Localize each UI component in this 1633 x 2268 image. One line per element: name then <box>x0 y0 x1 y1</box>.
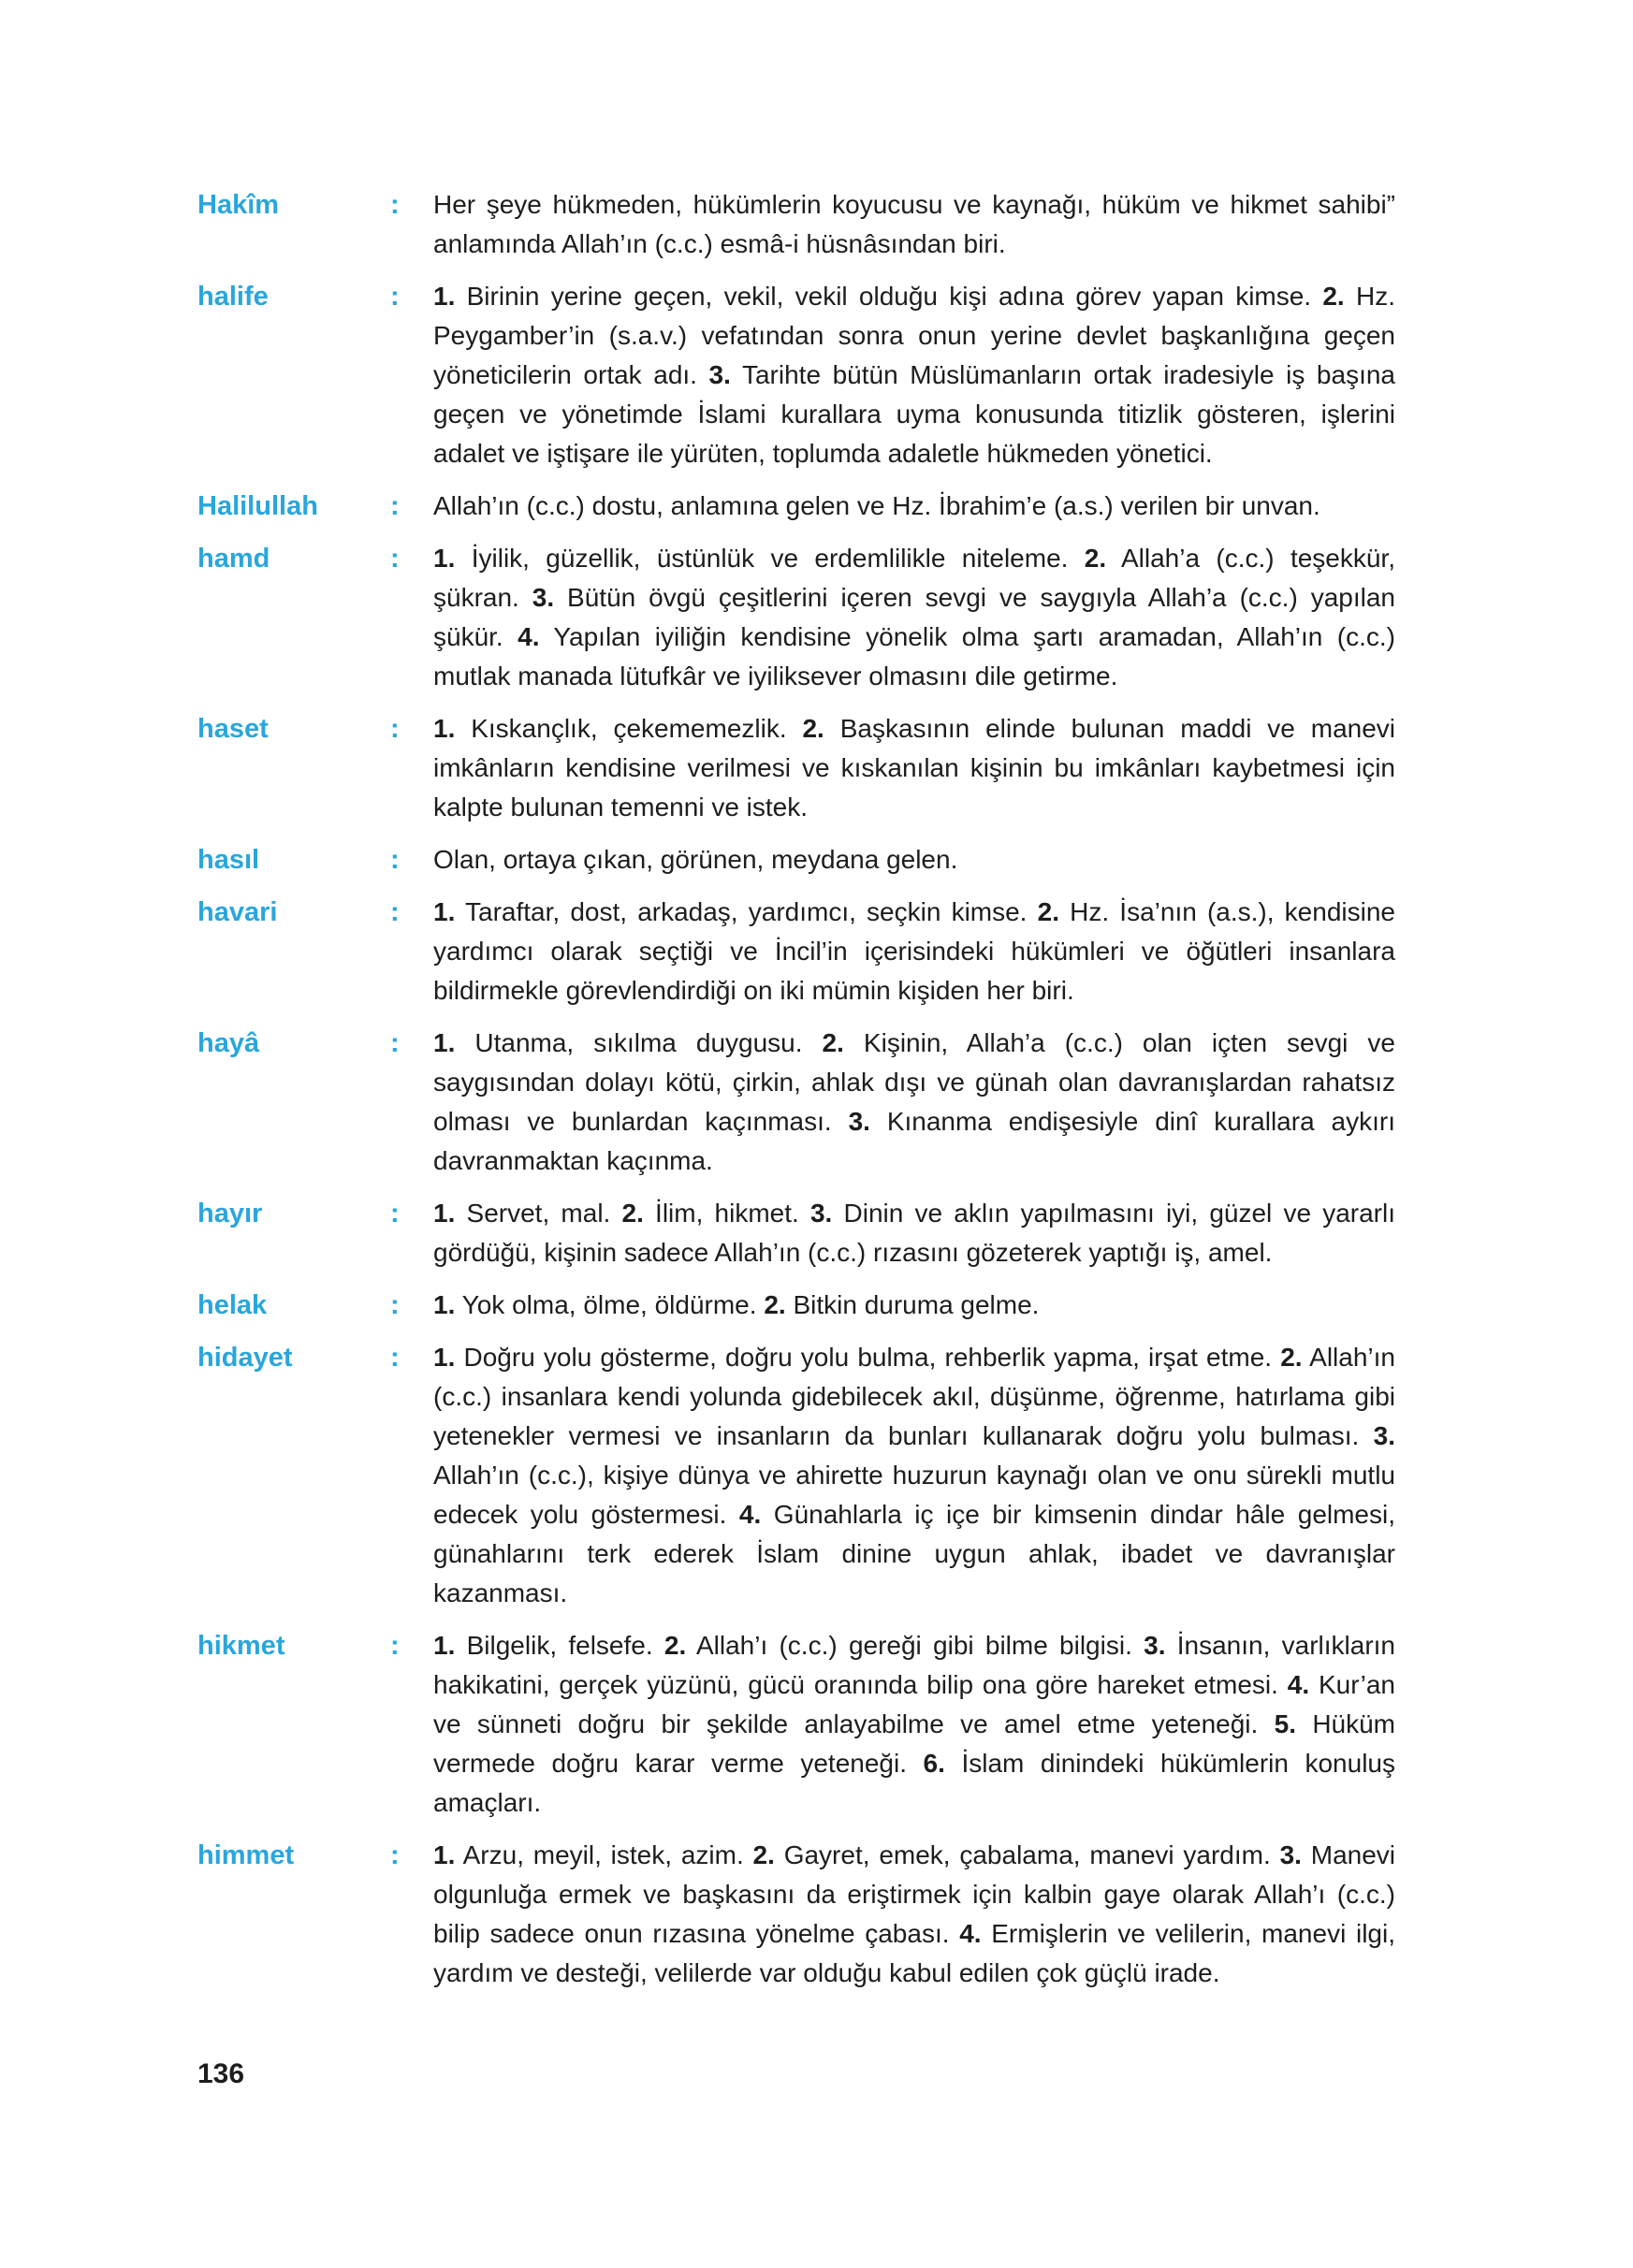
definition-text: Hz. Peygamber’in (s.a.v.) vefatından sonra onun yerine devlet başkanlığına geçen yöneticilerin ortak adı. <box>433 282 1395 389</box>
definition-number: 3. <box>809 1199 833 1228</box>
definition-number: 2. <box>764 1290 786 1319</box>
definition-number: 2. <box>1322 282 1345 311</box>
glossary-entry <box>197 1194 1395 1272</box>
definition-text: Kınanma endişesiyle dinî kurallara aykırı davranmaktan kaçınma. <box>433 1107 1396 1175</box>
term-separator: : <box>390 714 400 744</box>
term-separator: : <box>390 897 400 927</box>
definition-number: 2. <box>752 1840 775 1869</box>
glossary-term: helak <box>197 1290 268 1320</box>
glossary-entry <box>197 1286 1395 1325</box>
definition-text: Her şeye hükmeden, hükümlerin koyucusu ve kaynağı, hüküm ve hikmet sahibi” anlamında Allah’ın (c.c.) esmâ-i hüsnâsından biri. <box>433 190 1395 258</box>
term-separator: : <box>390 282 400 312</box>
glossary-definition <box>433 893 1395 1010</box>
glossary-definition <box>433 1626 1395 1823</box>
definition-text: Allah’ın (c.c.) dostu, anlamına gelen ve Hz. İbrahim’e (a.s.) verilen bir unvan. <box>433 491 1320 520</box>
definition-text: Kıskançlık, çekememezlik. <box>455 714 803 743</box>
term-separator: : <box>390 190 400 220</box>
glossary-list <box>197 185 1395 2006</box>
definition-number: 1. <box>433 1343 456 1372</box>
glossary-term: halife <box>197 282 269 312</box>
definition-number: 1. <box>433 1199 456 1228</box>
glossary-term: hidayet <box>197 1343 293 1373</box>
definition-text: Ermişlerin ve velilerin, manevi ilgi, yardım ve desteği, velilerde var olduğu kabul edilen çok güçlü irade. <box>433 1919 1395 1987</box>
definition-text: Hz. İsa’nın (a.s.), kendisine yardımcı olarak seçtiği ve İncil’in içerisindeki hükümleri ve öğütleri insanlara bildirmekle görevlendirdiği on iki mümin kişiden her biri. <box>433 897 1395 1005</box>
definition-text: Arzu, meyil, istek, azim. <box>455 1840 753 1869</box>
glossary-term: haset <box>197 714 269 744</box>
term-separator: : <box>390 845 400 875</box>
glossary-entry <box>197 840 1395 880</box>
definition-text: Bilgelik, felsefe. <box>455 1631 664 1660</box>
glossary-term: Hakîm <box>197 190 280 220</box>
term-separator: : <box>390 1343 400 1373</box>
glossary-term: hayâ <box>197 1028 260 1058</box>
definition-number: 3. <box>708 360 731 389</box>
glossary-entry <box>197 1626 1395 1823</box>
definition-text: Kişinin, Allah’a (c.c.) olan içten sevgi ve saygısından dolayı kötü, çirkin, ahlak dışı ve günah olan davranışlardan rahatsız olması ve bunlardan kaçınması. <box>433 1028 1395 1136</box>
glossary-term: hayır <box>197 1199 263 1228</box>
definition-number: 1. <box>433 897 456 926</box>
definition-number: 1. <box>433 544 456 573</box>
glossary-definition <box>433 185 1395 264</box>
definition-number: 4. <box>518 622 540 651</box>
glossary-term: Halilullah <box>197 491 318 521</box>
glossary-term: hikmet <box>197 1631 285 1661</box>
definition-number: 4. <box>738 1500 762 1529</box>
glossary-term: hasıl <box>197 845 260 875</box>
definition-text: Allah’ı (c.c.) gereği gibi bilme bilgisi. <box>686 1631 1145 1660</box>
definition-text: Doğru yolu gösterme, doğru yolu bulma, rehberlik yapma, irşat etme. <box>455 1343 1281 1372</box>
term-separator: : <box>390 544 400 574</box>
glossary-term: havari <box>197 897 278 927</box>
definition-text: İslam dinindeki hükümlerin konuluş amaçları. <box>433 1749 1395 1817</box>
definition-number: 1. <box>433 1631 456 1660</box>
definition-number: 6. <box>923 1749 945 1778</box>
definition-text: Tarihte bütün Müslümanların ortak iradesiyle iş başına geçen ve yönetimde İslami kurallara uyma konusunda titizlik gösteren, işlerini adalet ve iştişare ile yürüten, toplumda adaletle hükmeden yönetici. <box>433 360 1396 468</box>
definition-number: 2. <box>822 1028 844 1057</box>
glossary-entry <box>197 1338 1395 1613</box>
glossary-term: himmet <box>197 1840 295 1870</box>
definition-number: 1. <box>433 1840 456 1869</box>
glossary-entry <box>197 893 1395 1010</box>
definition-text: Gayret, emek, çabalama, manevi yardım. <box>774 1840 1280 1869</box>
term-separator: : <box>390 491 400 521</box>
definition-text: Kur’an ve sünneti doğru bir şekilde anlayabilme ve amel etme yeteneği. <box>433 1670 1395 1738</box>
definition-number: 1. <box>433 1290 456 1319</box>
definition-text: Birinin yerine geçen, vekil, vekil olduğu kişi adına görev yapan kimse. <box>455 282 1323 311</box>
term-separator: : <box>390 1840 400 1870</box>
definition-number: 2. <box>802 714 824 743</box>
definition-text: Utanma, sıkılma duygusu. <box>455 1028 823 1057</box>
definition-text: Taraftar, dost, arkadaş, yardımcı, seçkin kimse. <box>455 897 1038 926</box>
definition-text: Yapılan iyiliğin kendisine yönelik olma şartı aramadan, Allah’ın (c.c.) mutlak manada lütufkâr ve iyiliksever olmasını dile getirme. <box>433 622 1395 691</box>
definition-number: 2. <box>1037 897 1059 926</box>
definition-text: Yok olma, ölme, öldürme. <box>455 1290 765 1319</box>
glossary-definition <box>433 277 1395 473</box>
page-number: 136 <box>197 2058 245 2089</box>
glossary-definition <box>433 840 1395 880</box>
glossary-entry <box>197 539 1395 696</box>
definition-number: 1. <box>433 282 456 311</box>
glossary-entry <box>197 709 1395 827</box>
definition-number: 3. <box>1373 1421 1395 1450</box>
term-separator: : <box>390 1028 400 1058</box>
definition-number: 3. <box>1144 1631 1166 1660</box>
definition-number: 4. <box>959 1919 982 1948</box>
definition-text: Günahlarla iç içe bir kimsenin dindar hâle gelmesi, günahlarını terk ederek İslam dinine uygun ahlak, ibadet ve davranışlar kazanması. <box>433 1500 1396 1607</box>
glossary-definition <box>433 1024 1395 1181</box>
glossary-entry <box>197 277 1395 473</box>
definition-number: 3. <box>532 583 555 612</box>
definition-number: 5. <box>1274 1709 1296 1738</box>
definition-text: Olan, ortaya çıkan, görünen, meydana gelen. <box>433 845 958 874</box>
definition-number: 3. <box>1279 1840 1302 1869</box>
definition-number: 1. <box>433 714 456 743</box>
definition-text: İlim, hikmet. <box>643 1199 810 1228</box>
glossary-definition <box>433 539 1395 696</box>
definition-text: Hüküm vermede doğru karar verme yeteneği. <box>433 1709 1396 1778</box>
glossary-definition <box>433 1286 1395 1325</box>
definition-text: Bitkin duruma gelme. <box>785 1290 1040 1319</box>
definition-text: Servet, mal. <box>455 1199 622 1228</box>
term-separator: : <box>390 1631 400 1661</box>
glossary-entry <box>197 1836 1395 1993</box>
term-separator: : <box>390 1199 400 1228</box>
definition-text: Allah’a (c.c.) teşekkür, şükran. <box>433 544 1395 612</box>
definition-number: 2. <box>1084 544 1107 573</box>
glossary-entry <box>197 1024 1395 1181</box>
definition-number: 2. <box>1280 1343 1303 1372</box>
glossary-definition <box>433 487 1395 526</box>
definition-text: İnsanın, varlıkların hakikatini, gerçek yüzünü, gücü oranında bilip ona göre hareket etmesi. <box>433 1631 1395 1699</box>
glossary-term: hamd <box>197 544 270 574</box>
definition-number: 2. <box>621 1199 644 1228</box>
definition-number: 3. <box>848 1107 870 1136</box>
glossary-definition <box>433 1194 1395 1272</box>
definition-number: 4. <box>1287 1670 1310 1699</box>
definition-number: 1. <box>433 1028 456 1057</box>
glossary-entry <box>197 185 1395 264</box>
definition-number: 2. <box>663 1631 687 1660</box>
definition-text: Allah’ın (c.c.), kişiye dünya ve ahirette huzurun kaynağı olan ve onu sürekli mutlu edecek yolu göstermesi. <box>433 1461 1395 1529</box>
definition-text: Manevi olgunluğa ermek ve başkasını da eriştirmek için kalbin gaye olarak Allah’ı (c.c.) bilip sadece onun rızasına yönelme çabası. <box>433 1840 1396 1948</box>
glossary-definition <box>433 709 1395 827</box>
term-separator: : <box>390 1290 400 1320</box>
definition-text: Bütün övgü çeşitlerini içeren sevgi ve saygıyla Allah’a (c.c.) yapılan şükür. <box>433 583 1395 651</box>
glossary-entry <box>197 487 1395 526</box>
definition-text: Allah’ın (c.c.) insanlara kendi yolunda gidebilecek akıl, düşünme, öğrenme, hatırlama gibi yetenekler vermesi ve insanların da bunları kullanarak doğru yolu bulması. <box>433 1343 1395 1450</box>
definition-text: İyilik, güzellik, üstünlük ve erdemlilikle niteleme. <box>455 544 1085 573</box>
definition-text: Başkasının elinde bulunan maddi ve manevi imkânların kendisine verilmesi ve kıskanılan kişinin bu imkânları kaybetmesi için kalpte bulunan temenni ve istek. <box>433 714 1396 821</box>
glossary-definition <box>433 1836 1395 1993</box>
glossary-definition <box>433 1338 1395 1613</box>
definition-text: Dinin ve aklın yapılmasını iyi, güzel ve yararlı gördüğü, kişinin sadece Allah’ın (c.c.) rızasını gözeterek yaptığı iş, amel. <box>433 1199 1396 1267</box>
